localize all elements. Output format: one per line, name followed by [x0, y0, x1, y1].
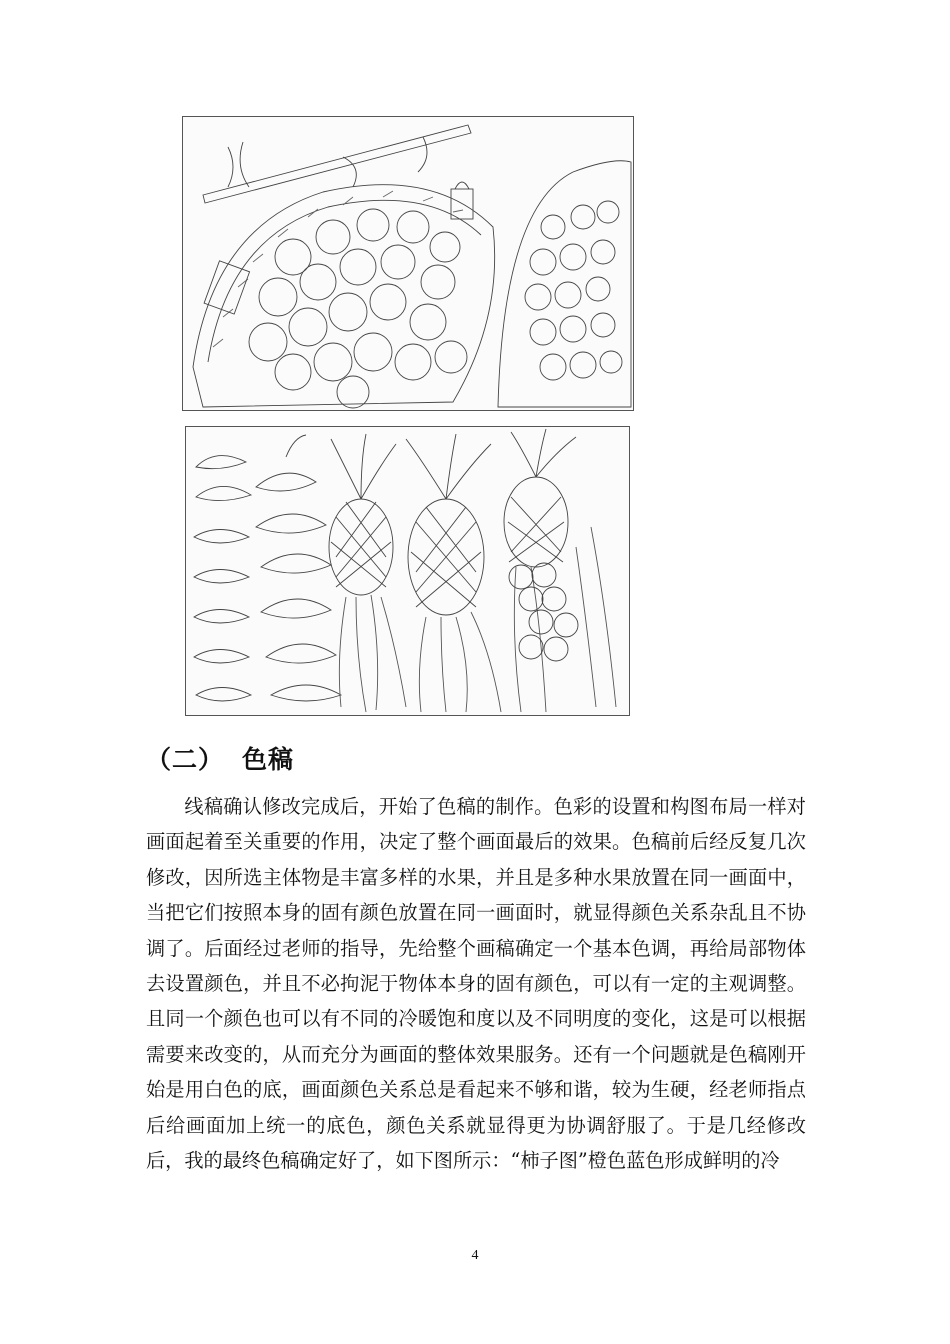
- body-text: [146, 789, 806, 1178]
- paragraph: 线稿确认修改完成后，开始了色稿的制作。色彩的设置和构图布局一样对画面起着至关重要的作用，决定了整个画面最后的效果。色稿前后经反复几次修改，因所选主体物是丰富多样的水果，并且是多种水果放置在同一画面中，当把它们按照本身的固有颜色放置在同一画面时，就显得颜色关系杂乱且不协调了。后面经过老师的指导，先给整个画稿确定一个基本色调，再给局部物体去设置颜色，并且不必拘泥于物体本身的固有颜色，可以有一定的主观调整。且同一个颜色也可以有不同的冷暖饱和度以及不同明度的变化，这是可以根据需要来改变的，从而充分为画面的整体效果服务。还有一个问题就是色稿刚开始是用白色的底，画面颜色关系总是看起来不够和谐，较为生硬，经老师指点后给画面加上统一的底色，颜色关系就显得更为协调舒服了。于是几经修改后，我的最终色稿确定好了，如下图所示：“柿子图”橙色蓝色形成鲜明的冷: [146, 795, 806, 1173]
- page-number: 4: [471, 1248, 479, 1263]
- banana-pineapple-sketch: [185, 426, 630, 716]
- section-heading: [146, 740, 294, 776]
- line-drawing-figure: [180, 114, 632, 716]
- persimmon-basket-sketch: [182, 116, 634, 411]
- section-number: （二）: [146, 745, 225, 774]
- section-title: 色稿: [242, 745, 295, 774]
